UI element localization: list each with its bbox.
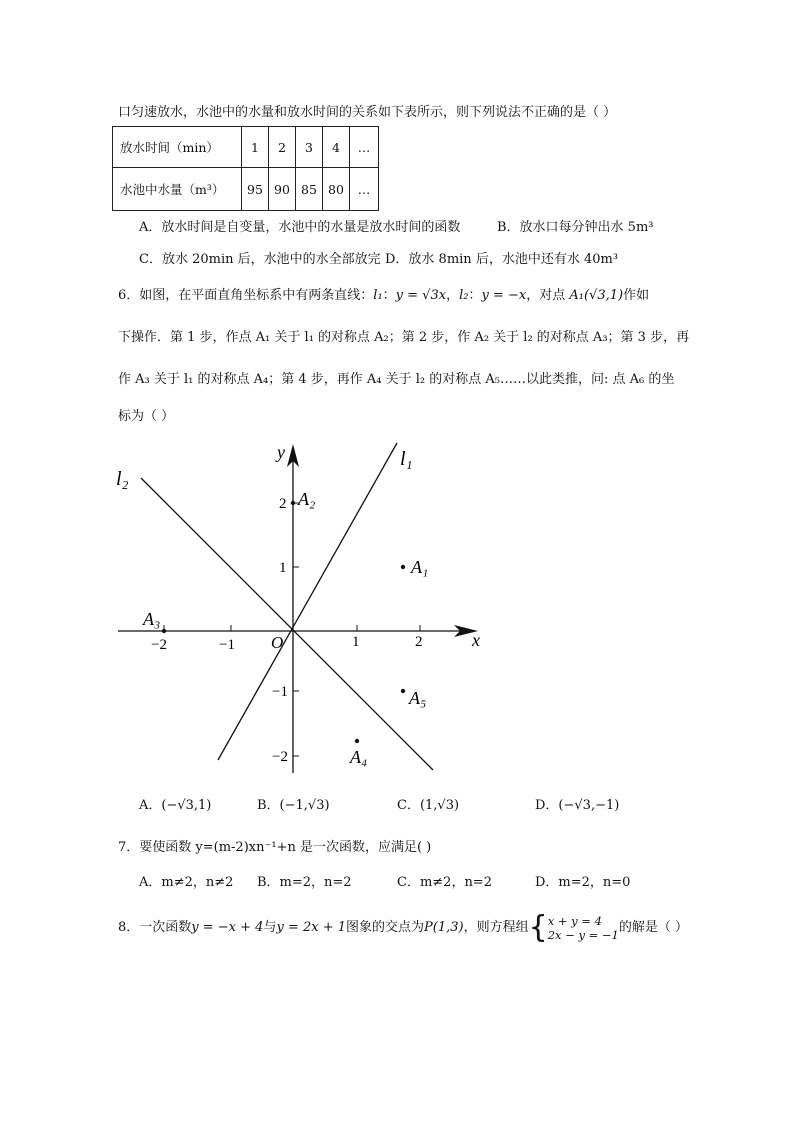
q7-option-b: B．m=2，n=2 <box>257 875 352 890</box>
q7-option-d: D．m=2，n=0 <box>535 875 631 890</box>
q6-text: ，对点 <box>526 288 566 303</box>
table-cell: 90 <box>269 168 296 211</box>
table-cell: 1 <box>242 127 269 168</box>
y-tick-label: −1 <box>272 684 288 700</box>
table-cell: 3 <box>296 127 323 168</box>
table-cell: … <box>350 127 379 168</box>
table-cell: 95 <box>242 168 269 211</box>
table-cell: 4 <box>323 127 350 168</box>
equation-2: 2x − y = −1 <box>547 927 619 942</box>
point-label-a4: A₄ <box>350 747 368 767</box>
option-a: A．放水时间是自变量，水池中的水量是放水时间的函数 <box>139 220 461 235</box>
q7-option-a: A．m≠2，n≠2 <box>139 875 234 890</box>
y-tick-label: 1 <box>279 560 287 576</box>
point-label-a5: A₅ <box>409 688 427 708</box>
option-b: B．放水口每分钟出水 5m³ <box>497 220 654 235</box>
question-6-line-4: 标为（ ） <box>118 409 175 424</box>
q8-text: 与 <box>263 920 277 935</box>
x-tick-label: 1 <box>352 634 360 650</box>
point-a3 <box>162 629 166 633</box>
q6-text: 作如 <box>623 288 650 303</box>
q8-text: ，则方程组 <box>463 920 529 935</box>
point-a1: A₁(√3,1) <box>569 288 624 303</box>
line-l2-label: l₂ <box>116 468 129 490</box>
brace-icon: { <box>528 910 548 945</box>
q8-text: 8．一次函数 <box>118 920 192 935</box>
q6-option-b: B．(−1,√3) <box>257 798 330 813</box>
question-8-stem <box>118 910 688 946</box>
q8-text: 图象的交点为 <box>346 920 425 935</box>
line-l1-label: l₁ <box>400 448 413 470</box>
equation-system <box>548 914 619 942</box>
option-c: C．放水 20min 后，水池中的水全部放完 <box>139 252 381 267</box>
q6-option-d: D．(−√3,−1) <box>535 798 620 813</box>
q6-option-c: C．(1,√3) <box>397 798 460 813</box>
q6-option-a: A．(−√3,1) <box>139 798 212 813</box>
function-1: y = −x + 4 <box>191 920 264 935</box>
q6-text: ， <box>446 288 460 303</box>
point-label-a3: A₃ <box>143 609 161 629</box>
point-a1 <box>401 565 405 569</box>
table-cell: 80 <box>323 168 350 211</box>
point-label-a1: A₁ <box>411 557 429 577</box>
y-tick-label: 2 <box>279 496 287 512</box>
x-axis-label: x <box>472 630 480 650</box>
line-l2 <box>141 478 433 770</box>
y-axis-label: y <box>277 442 285 462</box>
equation-l1: y = √3x <box>395 288 447 303</box>
point-p: P(1,3) <box>424 920 464 935</box>
y-tick-label: −2 <box>272 749 288 765</box>
point-a2 <box>291 501 295 505</box>
point-a5 <box>401 689 405 693</box>
table-cell: 水池中水量（m³） <box>113 168 242 211</box>
equation-l2: y = −x <box>481 288 527 303</box>
table-cell: 2 <box>269 127 296 168</box>
table-cell: 85 <box>296 168 323 211</box>
line-l2-label: l₂ <box>459 288 469 303</box>
question-6-line-2: 下操作．第 1 步，作点 A₁ 关于 l₁ 的对称点 A₂；第 2 步，作 A₂ 关于 l₂ 的对称点 A₃；第 3 步，再 <box>118 330 690 345</box>
x-tick-label: −2 <box>151 637 167 653</box>
q6-text: 6．如图，在平面直角坐标系中有两条直线： <box>118 288 374 303</box>
point-label-a2: A₂ <box>298 489 316 509</box>
question-6-line-3: 作 A₃ 关于 l₁ 的对称点 A₄；第 4 步，再作 A₄ 关于 l₂ 的对称点 A₅……以此类推，问: 点 A₆ 的坐 <box>118 372 675 387</box>
q6-text: ： <box>468 288 482 303</box>
origin-label: O <box>271 633 284 652</box>
line-l1-label: l₁ <box>373 288 383 303</box>
table-cell: … <box>350 168 379 211</box>
table-cell: 放水时间（min） <box>113 127 242 168</box>
q7-option-c: C．m≠2，n=2 <box>397 875 492 890</box>
function-2: y = 2x + 1 <box>276 920 346 935</box>
equation-1: x + y = 4 <box>547 913 602 928</box>
question-7-stem: 7．要使函数 y=(m-2)xn⁻¹+n 是一次函数，应满足( ) <box>118 840 432 855</box>
x-tick-label: 2 <box>415 634 423 650</box>
q6-text: ： <box>382 288 396 303</box>
point-a4 <box>355 739 359 743</box>
option-d: D．放水 8min 后，水池中还有水 40m³ <box>385 252 619 267</box>
question-5-stem: 口匀速放水，水池中的水量和放水时间的关系如下表所示，则下列说法不正确的是（ ） <box>118 105 617 120</box>
q8-text: 的解是（ ） <box>618 920 688 935</box>
x-tick-label: −1 <box>219 637 235 653</box>
